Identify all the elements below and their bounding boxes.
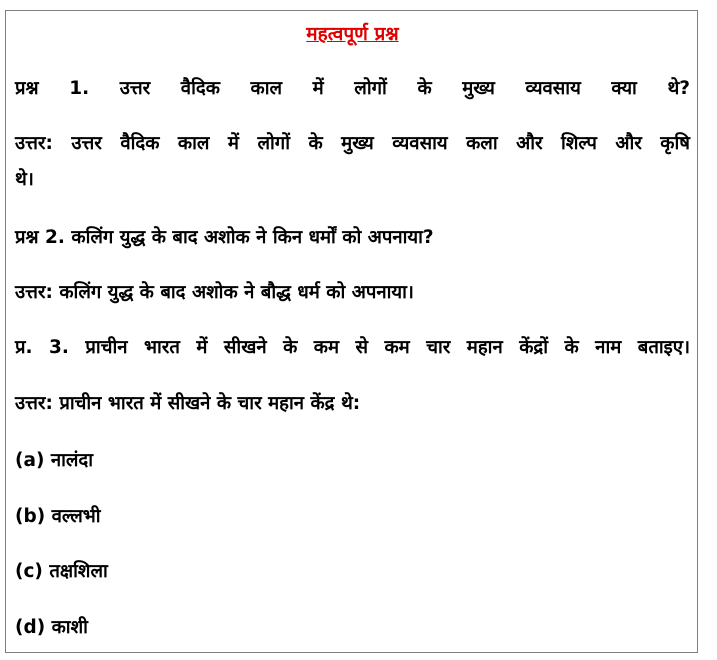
answer-1-line-1: उत्तर: उत्तर वैदिक काल में लोगों के मुख्य व्यवसाय कला और शिल्प और कृषि [15, 133, 690, 154]
list-item: (b) वल्लभी [15, 506, 101, 527]
page-title: महत्वपूर्ण प्रश्न [306, 23, 399, 45]
question-2: प्रश्न 2. कलिंग युद्ध के बाद अशोक ने किन धर्मों को अपनाया? [15, 227, 434, 248]
question-1: प्रश्न 1. उत्तर वैदिक काल में लोगों के मुख्य व्यवसाय क्या थे? [15, 78, 690, 99]
list-item: (d) काशी [15, 617, 88, 638]
document-frame [5, 10, 698, 653]
list-item: (a) नालंदा [15, 450, 94, 471]
answer-3-intro: उत्तर: प्राचीन भारत में सीखने के चार महान केंद्र थे: [15, 393, 361, 414]
answer-2: उत्तर: कलिंग युद्ध के बाद अशोक ने बौद्ध धर्म को अपनाया। [15, 282, 414, 303]
list-item: (c) तक्षशिला [15, 561, 108, 582]
question-3: प्र. 3. प्राचीन भारत में सीखने के कम से कम चार महान केंद्रों के नाम बताइए। [15, 337, 690, 358]
answer-1-line-2: थे। [15, 169, 34, 190]
